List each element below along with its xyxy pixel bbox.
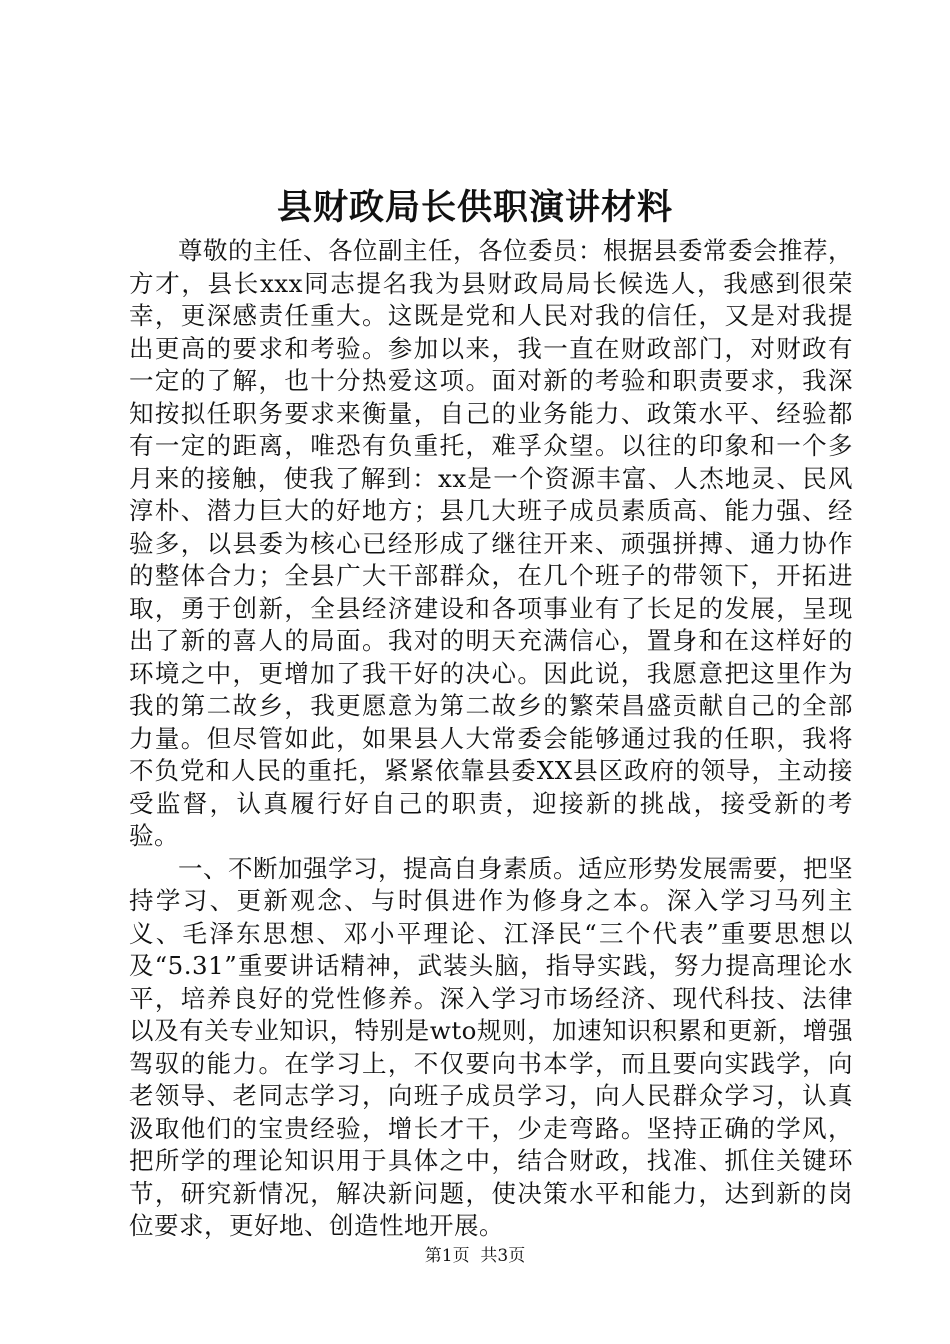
page-number-label: 第1页 共3页	[424, 1246, 526, 1266]
document-body	[129, 235, 853, 1243]
body-paragraph-1: 尊敬的主任、各位副主任，各位委员：根据县委常委会推荐，方才，县长xxx同志提名我为县财政局局长候选人，我感到很荣幸，更深感责任重大。这既是党和人民对我的信任，又是对我提出更高的要求和考验。参加以来，我一直在财政部门，对财政有一定的了解，也十分热爱这项。面对新的考验和职责要求，我深知按拟任职务要求来衡量，自己的业务能力、政策水平、经验都有一定的距离，唯恐有负重托，难孚众望。以往的印象和一个多月来的接触，使我了解到：xx是一个资源丰富、人杰地灵、民风淳朴、潜力巨大的好地方；县几大班子成员素质高、能力强、经验多，以县委为核心已经形成了继往开来、顽强拼搏、通力协作的整体合力；全县广大干部群众，在几个班子的带领下，开拓进取，勇于创新，全县经济建设和各项事业有了长足的发展，呈现出了新的喜人的局面。我对的明天充满信心，置身和在这样好的环境之中，更增加了我干好的决心。因此说，我愿意把这里作为我的第二故乡，我更愿意为第二故乡的繁荣昌盛贡献自己的全部力量。但尽管如此，如果县人大常委会能够通过我的任职，我将不负党和人民的重托，紧紧依靠县委XX县区政府的领导，主动接受监督，认真履行好自己的职责，迎接新的挑战，接受新的考验。	[129, 236, 853, 850]
document-title: 县财政局长供职演讲材料	[276, 187, 673, 228]
body-paragraph-2: 一、不断加强学习，提高自身素质。适应形势发展需要，把坚持学习、更新观念、与时俱进作为修身之本。深入学习马列主义、毛泽东思想、邓小平理论、江泽民“三个代表”重要思想以及“5.31”重要讲话精神，武装头脑，指导实践，努力提高理论水平，培养良好的党性修养。深入学习市场经济、现代科技、法律以及有关专业知识，特别是wto规则，加速知识积累和更新，增强驾驭的能力。在学习上，不仅要向书本学，而且要向实践学，向老领导、老同志学习，向班子成员学习，向人民群众学习，认真汲取他们的宝贵经验，增长才干，少走弯路。坚持正确的学风，把所学的理论知识用于具体之中，结合财政，找准、抓住关键环节，研究新情况，解决新问题，使决策水平和能力，达到新的岗位要求，更好地、创造性地开展。	[129, 853, 853, 1240]
page-footer	[0, 1245, 950, 1267]
